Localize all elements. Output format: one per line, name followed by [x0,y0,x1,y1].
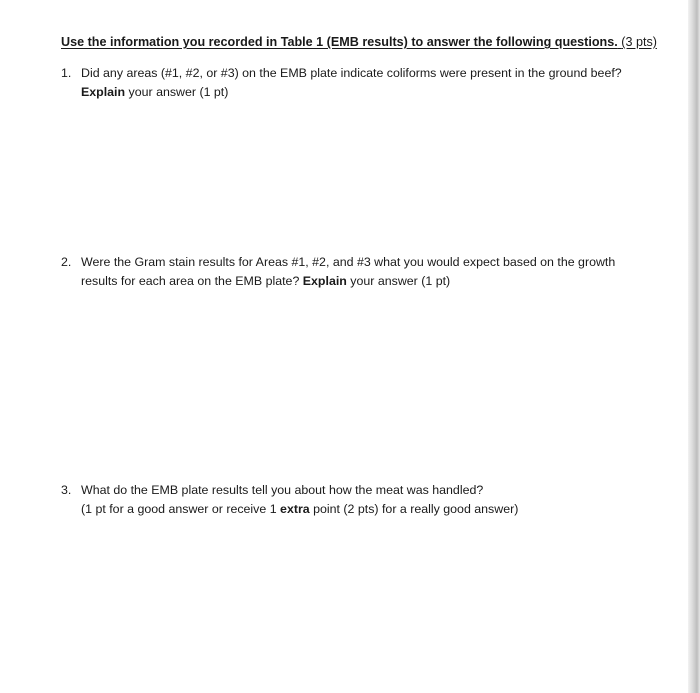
heading-text: Use the information you recorded in Table 1 (EMB results) to answer the following questions. [61,35,618,49]
question-2-points: your answer (1 pt) [346,274,451,288]
question-2-text-cont: results for each area on the EMB plate? [81,274,303,288]
question-2-explain: Explain [302,274,347,288]
question-3-points-pre: (1 pt for a good answer or receive 1 [81,502,281,516]
question-1-text: Did any areas (#1, #2, or #3) on the EMB plate indicate coliforms were present in the ground beef? [81,66,622,80]
question-1-explain: Explain [81,85,126,99]
question-1-points: your answer (1 pt) [125,85,229,99]
instructions-heading [61,34,657,50]
heading-points: (3 pts) [621,35,657,49]
page-edge-shadow [688,0,700,693]
question-2-number: 2. [61,255,72,269]
question-3-points-rest: point (2 pts) for a really good answer) [309,502,519,516]
question-3-text: What do the EMB plate results tell you about how the meat was handled? [81,483,484,497]
question-1-number: 1. [61,66,72,80]
question-3-number: 3. [61,483,72,497]
question-2-text: Were the Gram stain results for Areas #1, #2, and #3 what you would expect based on the growth [81,255,616,269]
question-3-extra: extra [280,502,310,516]
